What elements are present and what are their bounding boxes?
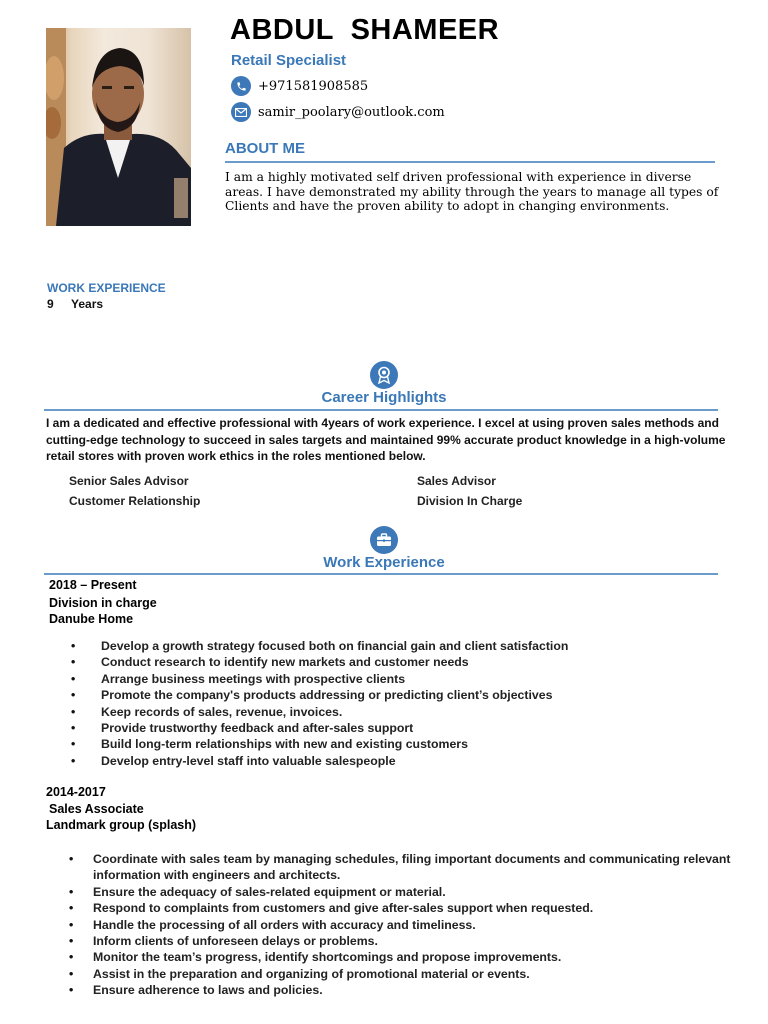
job1-company: Danube Home (49, 612, 134, 626)
phone-contact (231, 76, 368, 96)
years-unit: Years (71, 297, 104, 311)
list-item: • Coordinate with sales team by managing schedules, filing important documents and communicating relevant information with engineers and architects. (93, 851, 733, 884)
briefcase-icon (370, 526, 398, 554)
job1-period: 2018 – Present (49, 578, 137, 592)
list-item: • Develop entry-level staff into valuable salespeople (101, 753, 721, 769)
envelope-icon (231, 102, 251, 122)
award-ribbon-icon (370, 361, 398, 389)
job2-period: 2014-2017 (46, 785, 106, 799)
email-contact (231, 102, 445, 122)
job2-company: Landmark group (splash) (46, 818, 197, 832)
email-address: samir_poolary@outlook.com (258, 104, 445, 120)
job-title: Retail Specialist (231, 52, 347, 69)
work-experience-heading: Work Experience (323, 554, 445, 571)
list-item: • Monitor the team’s progress, identify shortcomings and propose improvements. (93, 949, 733, 965)
career-highlights-heading: Career Highlights (321, 389, 447, 406)
career-text: I am a dedicated and effective professional with 4years of work experience. I excel at using proven sales methods and cutting-edge technology to succeed in sales targets and maintained 99% accurate product knowledge in a high-volume retail stores with proven work ethics in the roles mentioned below. (46, 416, 726, 463)
role-sales-advisor: Sales Advisor (417, 474, 496, 488)
list-item: • Keep records of sales, revenue, invoices. (101, 704, 721, 720)
profile-photo (46, 28, 191, 226)
list-item: • Conduct research to identify new markets and customer needs (101, 654, 721, 670)
role-customer-relationship: Customer Relationship (69, 494, 201, 508)
about-heading: ABOUT ME (225, 140, 305, 157)
list-item: • Provide trustworthy feedback and after-sales support (101, 720, 721, 736)
career-divider (44, 409, 718, 411)
person-name: ABDUL SHAMEER (230, 14, 500, 46)
phone-number: +971581908585 (258, 78, 369, 94)
list-item: • Inform clients of unforeseen delays or problems. (93, 933, 733, 949)
phone-icon (231, 76, 251, 96)
list-item: • Ensure the adequacy of sales-related equipment or material. (93, 884, 733, 900)
about-divider (225, 161, 715, 163)
experience-summary-heading: WORK EXPERIENCE (47, 281, 166, 295)
job1-duties (101, 638, 721, 769)
role-senior-sales-advisor: Senior Sales Advisor (69, 474, 189, 488)
work-divider (44, 573, 718, 575)
list-item: • Ensure adherence to laws and policies. (93, 982, 733, 998)
list-item: • Promote the company's products addressing or predicting client’s objectives (101, 687, 721, 703)
job2-duties (93, 851, 733, 999)
list-item: • Respond to complaints from customers and give after-sales support when requested. (93, 900, 733, 916)
list-item: • Handle the processing of all orders with accuracy and timeliness. (93, 917, 733, 933)
role-division-in-charge: Division In Charge (417, 494, 523, 508)
years-value: 9 (47, 297, 54, 311)
job2-position: Sales Associate (49, 802, 144, 816)
list-item: • Build long-term relationships with new and existing customers (101, 736, 721, 752)
about-text: I am a highly motivated self driven professional with experience in diverse areas. I have demonstrated my ability through the years to manage all types of Clients and have the proven ability to adopt in changing environments. (225, 170, 719, 213)
list-item: • Arrange business meetings with prospective clients (101, 671, 721, 687)
list-item: • Assist in the preparation and organizing of promotional material or events. (93, 966, 733, 982)
job1-position: Division in charge (49, 596, 157, 610)
list-item: • Develop a growth strategy focused both on financial gain and client satisfaction (101, 638, 721, 654)
experience-years (47, 297, 103, 311)
